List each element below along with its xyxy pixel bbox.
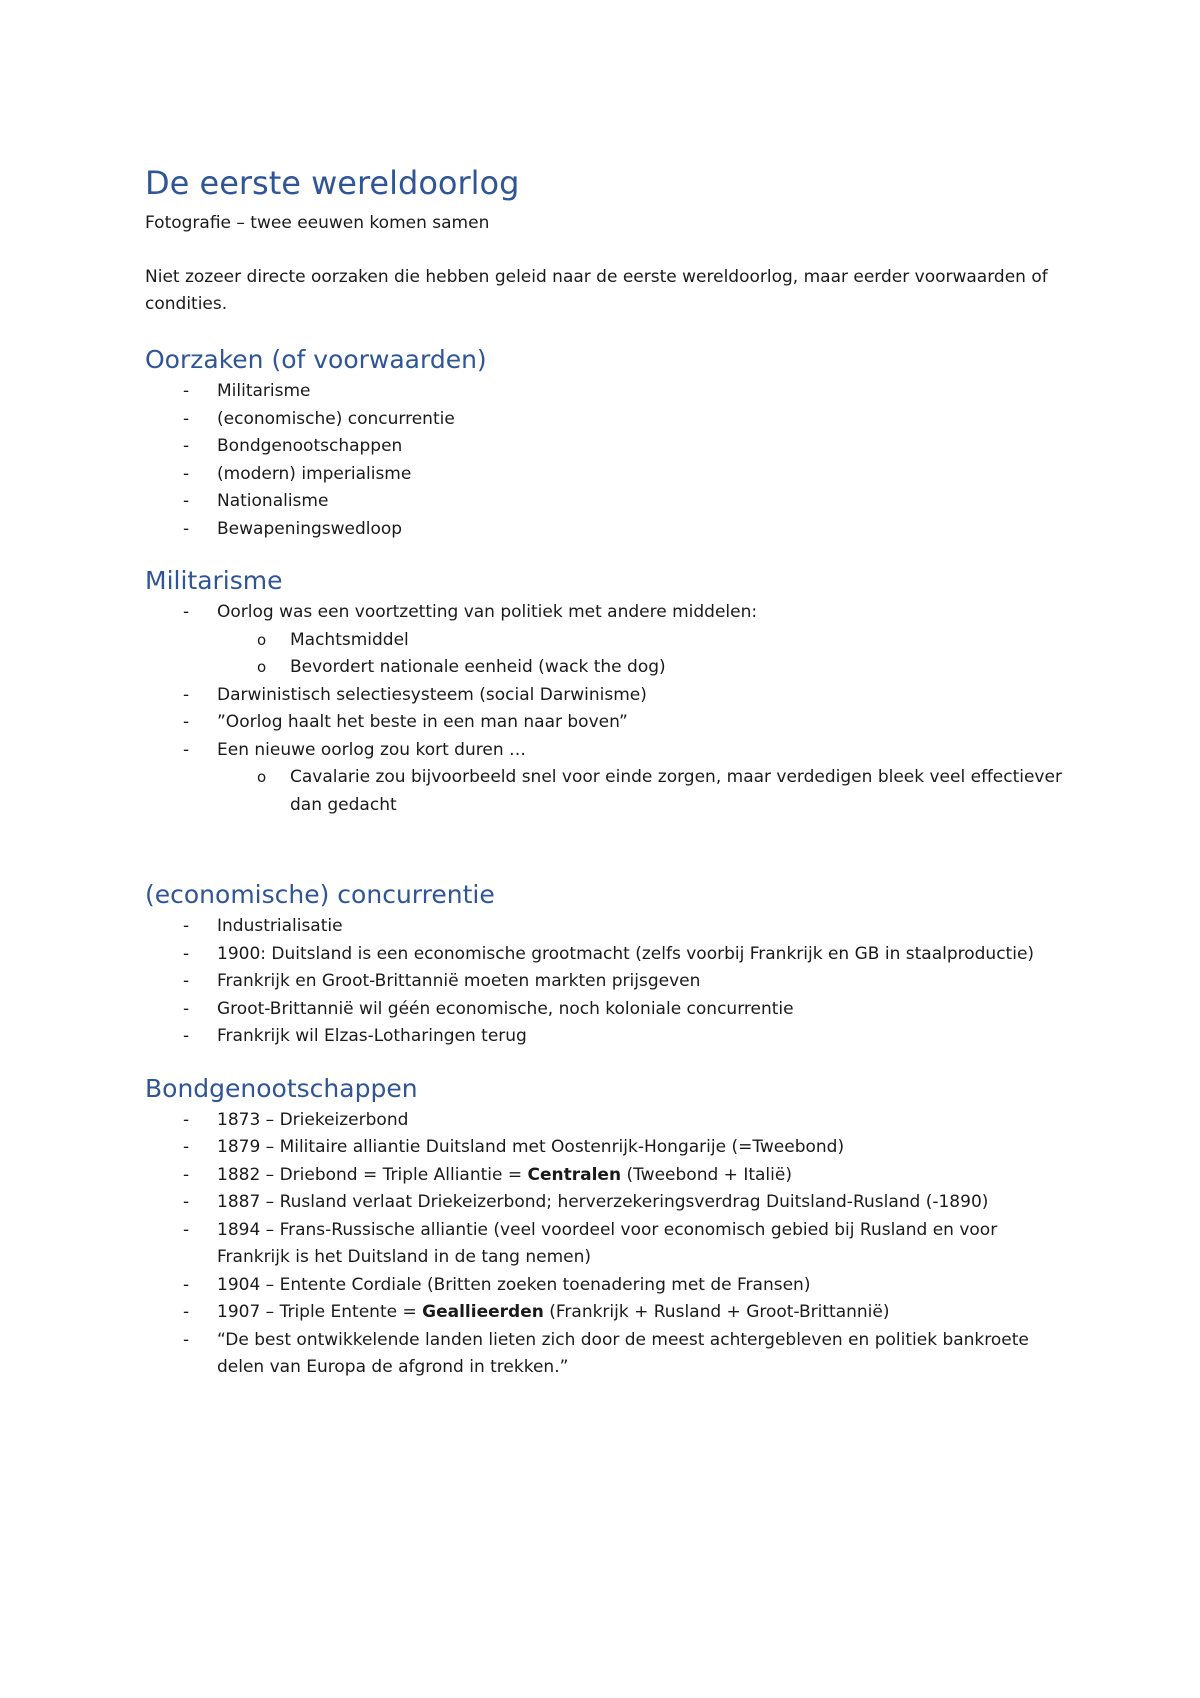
sub-list (217, 764, 1065, 819)
list-item (145, 1162, 1065, 1190)
list-item-text: 1907 – Triple Entente = (217, 1302, 423, 1322)
list-item-text: Oorlog was een voortzetting van politiek met andere middelen: (217, 602, 758, 622)
alliances-section (145, 1071, 1065, 1382)
militarism-list (145, 599, 1065, 819)
list-item: - 1887 – Rusland verlaat Driekeizerbond; herverzekeringsverdrag Duitsland-Rusland (-1890) (145, 1189, 1065, 1217)
list-item: - 1900: Duitsland is een economische grootmacht (zelfs voorbij Frankrijk en GB in staalproductie) (145, 941, 1065, 969)
sub-list-item: o Cavalarie zou bijvoorbeeld snel voor einde zorgen, maar verdedigen bleek veel effectiever dan gedacht (145, 764, 1065, 819)
list-item: - Nationalisme (145, 488, 1065, 516)
list-item: - Bondgenootschappen (145, 433, 1065, 461)
causes-heading: Oorzaken (of voorwaarden) (145, 345, 487, 374)
economic-heading: (economische) concurrentie (145, 880, 495, 909)
list-item: - Darwinistisch selectiesysteem (social Darwinisme) (145, 682, 1065, 710)
list-item: - Bewapeningswedloop (145, 516, 1065, 544)
list-item: - 1894 – Frans-Russische alliantie (veel voordeel voor economisch gebied bij Rusland en voor Frankrijk is het Duitsland in de tang nemen) (145, 1217, 1065, 1272)
list-item: - Groot-Brittannië wil géén economische, noch koloniale concurrentie (145, 996, 1065, 1024)
economic-section (145, 877, 1065, 1051)
document-title: De eerste wereldoorlog (145, 164, 520, 202)
causes-section (145, 342, 1065, 543)
list-item: - Frankrijk en Groot-Brittannië moeten markten prijsgeven (145, 968, 1065, 996)
list-item: - 1879 – Militaire alliantie Duitsland met Oostenrijk-Hongarije (=Tweebond) (145, 1134, 1065, 1162)
intro-paragraph: Niet zozeer directe oorzaken die hebben geleid naar de eerste wereldoorlog, maar eerder voorwaarden of condities. (145, 267, 1048, 314)
alliances-list (145, 1107, 1065, 1382)
list-item: - “De best ontwikkelende landen lieten zich door de meest achtergebleven en politiek bankroete delen van Europa de afgrond in trekken.” (145, 1327, 1065, 1382)
alliances-heading: Bondgenootschappen (145, 1073, 418, 1103)
sub-list-item: o Bevordert nationale eenheid (wack the dog) (145, 654, 1065, 682)
causes-list (145, 378, 1065, 543)
militarism-section (145, 563, 1065, 819)
list-item (145, 599, 1065, 682)
document-page (145, 160, 1065, 1382)
militarism-heading: Militarisme (145, 566, 283, 595)
bold-term: Geallieerden (422, 1302, 544, 1322)
list-item: - Militarisme (145, 378, 1065, 406)
list-item-text: (Frankrijk + Rusland + Groot-Brittannië) (543, 1302, 890, 1322)
document-subtitle: Fotografie – twee eeuwen komen samen (145, 213, 490, 233)
list-item: - Industrialisatie (145, 913, 1065, 941)
sub-list-item: o Machtsmiddel (145, 627, 1065, 655)
list-item (145, 737, 1065, 820)
sub-list (217, 627, 1065, 682)
list-item-text: 1882 – Driebond = Triple Alliantie = (217, 1164, 528, 1185)
list-item: - (economische) concurrentie (145, 406, 1065, 434)
list-item: - Frankrijk wil Elzas-Lotharingen terug (145, 1023, 1065, 1051)
economic-list (145, 913, 1065, 1051)
list-item-text: Een nieuwe oorlog zou kort duren … (217, 739, 527, 760)
bold-term: Centralen (527, 1164, 622, 1185)
list-item-text: (Tweebond + Italië) (621, 1164, 792, 1185)
list-item (145, 1299, 1065, 1327)
list-item: - 1873 – Driekeizerbond (145, 1107, 1065, 1135)
list-item: - (modern) imperialisme (145, 461, 1065, 489)
list-item: - 1904 – Entente Cordiale (Britten zoeken toenadering met de Fransen) (145, 1272, 1065, 1300)
list-item: - ”Oorlog haalt het beste in een man naar boven” (145, 709, 1065, 737)
